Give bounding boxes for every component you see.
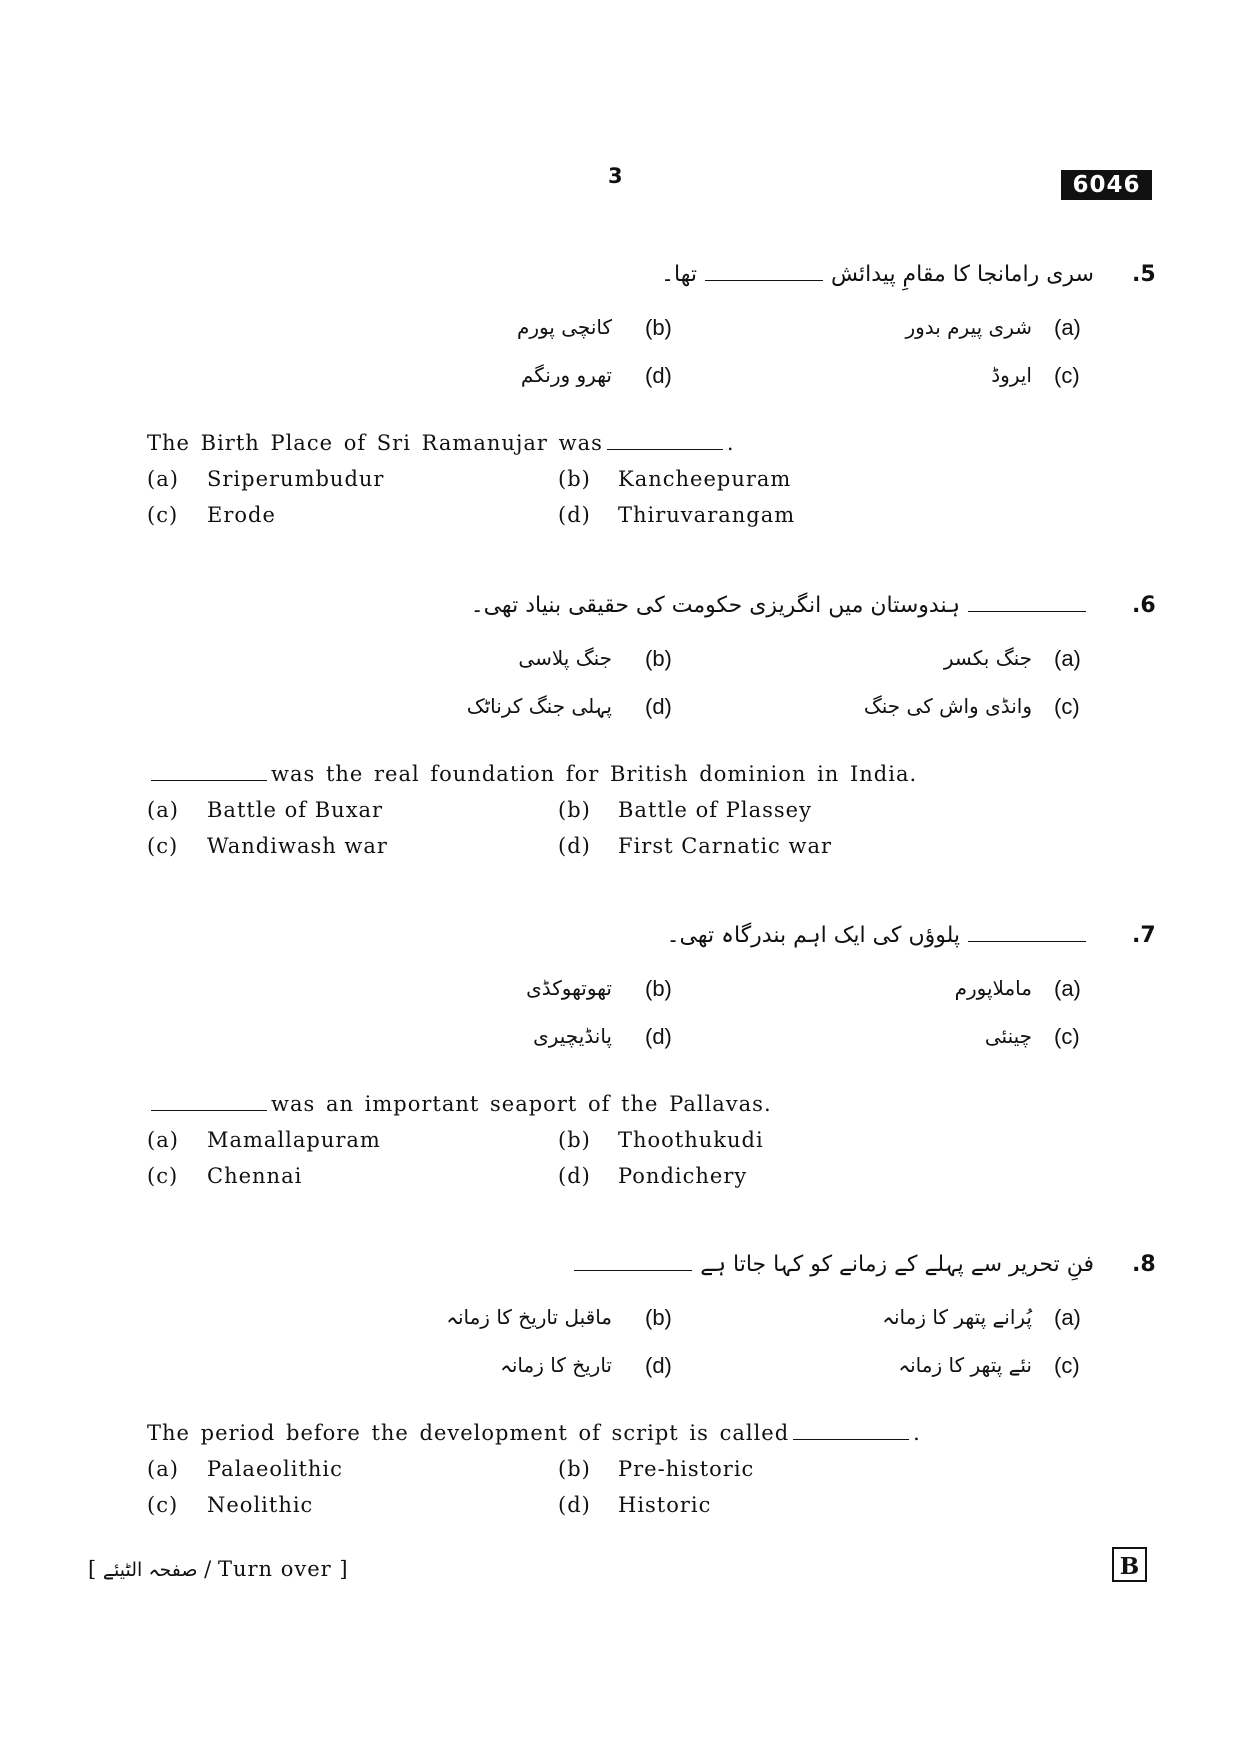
answer-blank xyxy=(607,431,723,450)
option-label-b: (b) xyxy=(645,1305,672,1330)
urdu-option-d: تھرو ورنگم xyxy=(520,363,612,387)
answer-blank xyxy=(151,1092,267,1111)
urdu-question-stem: پلوؤں کی ایک اہم بندرگاہ تھی۔ xyxy=(667,923,1094,948)
english-question-stem: The Birth Place of Sri Ramanujar was . xyxy=(147,431,735,455)
answer-blank xyxy=(705,262,823,281)
urdu-option-a: پُرانے پتھر کا زمانہ xyxy=(882,1305,1032,1329)
option-label-b: (b) xyxy=(558,798,591,822)
urdu-option-d: پانڈیچیری xyxy=(533,1024,612,1048)
english-option-d: Pondichery xyxy=(618,1164,748,1188)
english-option-d: Thiruvarangam xyxy=(618,503,796,527)
option-label-b: (b) xyxy=(558,467,591,491)
option-label-c: (c) xyxy=(1054,1353,1080,1378)
option-label-d: (d) xyxy=(558,1164,591,1188)
option-label-a: (a) xyxy=(147,798,179,822)
english-option-c: Erode xyxy=(207,503,276,527)
option-label-c: (c) xyxy=(1054,694,1080,719)
question-5 xyxy=(0,262,1240,527)
english-question-stem: was the real foundation for British dominion in India. xyxy=(147,762,917,786)
option-label-c: (c) xyxy=(1054,363,1080,388)
urdu-option-c: نئے پتھر کا زمانہ xyxy=(898,1353,1032,1377)
option-label-a: (a) xyxy=(147,1457,179,1481)
option-label-a: (a) xyxy=(1054,646,1081,671)
english-option-b: Kancheepuram xyxy=(618,467,792,491)
option-label-c: (c) xyxy=(147,1493,179,1517)
urdu-option-d: تاریخ کا زمانہ xyxy=(500,1353,612,1377)
english-option-a: Mamallapuram xyxy=(207,1128,381,1152)
option-label-a: (a) xyxy=(147,1128,179,1152)
option-label-b: (b) xyxy=(558,1128,591,1152)
english-option-b: Pre-historic xyxy=(618,1457,755,1481)
option-label-d: (d) xyxy=(558,503,591,527)
option-label-c: (c) xyxy=(1054,1024,1080,1049)
urdu-option-b: جنگ پلاسی xyxy=(518,646,612,670)
english-option-a: Palaeolithic xyxy=(207,1457,343,1481)
english-question-stem: was an important seaport of the Pallavas. xyxy=(147,1092,772,1116)
page-number: 3 xyxy=(608,164,623,188)
urdu-option-d: پہلی جنگ کرناٹک xyxy=(466,694,612,718)
option-label-c: (c) xyxy=(147,834,179,858)
urdu-option-c: چینئی xyxy=(984,1024,1032,1048)
answer-blank xyxy=(968,923,1086,942)
english-option-b: Battle of Plassey xyxy=(618,798,812,822)
english-option-a: Battle of Buxar xyxy=(207,798,384,822)
question-number: .6 xyxy=(1132,593,1156,618)
option-label-d: (d) xyxy=(645,1024,672,1049)
option-label-b: (b) xyxy=(558,1457,591,1481)
english-option-c: Chennai xyxy=(207,1164,303,1188)
urdu-option-a: شری پیرم بدور xyxy=(905,315,1032,339)
answer-blank xyxy=(151,762,267,781)
option-label-d: (d) xyxy=(645,694,672,719)
answer-blank xyxy=(968,593,1086,612)
question-number: .7 xyxy=(1132,923,1156,948)
option-label-d: (d) xyxy=(645,363,672,388)
turn-over-note: [ صفحہ الٹیئے / Turn over ] xyxy=(88,1557,348,1581)
urdu-option-a: جنگ بکسر xyxy=(943,646,1032,670)
urdu-option-a: ماملاپورم xyxy=(954,976,1032,1000)
option-label-a: (a) xyxy=(1054,1305,1081,1330)
option-label-c: (c) xyxy=(147,503,179,527)
question-6 xyxy=(0,593,1240,858)
urdu-question-stem: فنِ تحریر سے پہلے کے زمانے کو کہا جاتا ہے xyxy=(566,1252,1094,1277)
option-label-a: (a) xyxy=(147,467,179,491)
option-label-d: (d) xyxy=(558,1493,591,1517)
booklet-series-box: B xyxy=(1112,1547,1147,1582)
question-number: .8 xyxy=(1132,1252,1156,1277)
option-label-b: (b) xyxy=(645,976,672,1001)
paper-code-badge: 6046 xyxy=(1061,170,1152,200)
option-label-c: (c) xyxy=(147,1164,179,1188)
option-label-a: (a) xyxy=(1054,976,1081,1001)
english-option-a: Sriperumbudur xyxy=(207,467,385,491)
urdu-option-c: وانڈی واش کی جنگ xyxy=(863,694,1032,718)
option-label-a: (a) xyxy=(1054,315,1081,340)
english-option-c: Neolithic xyxy=(207,1493,314,1517)
option-label-d: (d) xyxy=(645,1353,672,1378)
question-7 xyxy=(0,923,1240,1188)
urdu-option-b: کانچی پورم xyxy=(516,315,612,339)
urdu-turn-over: صفحہ الٹیئے xyxy=(102,1559,198,1581)
urdu-option-b: تھوتھوکڈی xyxy=(526,976,612,1000)
english-option-d: Historic xyxy=(618,1493,712,1517)
option-label-d: (d) xyxy=(558,834,591,858)
option-label-b: (b) xyxy=(645,315,672,340)
urdu-question-stem: ہندوستان میں انگریزی حکومت کی حقیقی بنیاد تھی۔ xyxy=(471,593,1094,618)
option-label-b: (b) xyxy=(645,646,672,671)
english-option-b: Thoothukudi xyxy=(618,1128,764,1152)
english-option-d: First Carnatic war xyxy=(618,834,833,858)
answer-blank xyxy=(574,1252,692,1271)
english-option-c: Wandiwash war xyxy=(207,834,388,858)
urdu-option-c: ایروڈ xyxy=(991,363,1032,387)
question-number: .5 xyxy=(1132,262,1156,287)
urdu-option-b: ماقبل تاریخ کا زمانہ xyxy=(446,1305,612,1329)
english-question-stem: The period before the development of script is called . xyxy=(147,1421,921,1445)
answer-blank xyxy=(793,1421,909,1440)
question-8 xyxy=(0,1252,1240,1517)
urdu-question-stem: سری رامانجا کا مقامِ پیدائشتھا۔ xyxy=(661,262,1094,287)
